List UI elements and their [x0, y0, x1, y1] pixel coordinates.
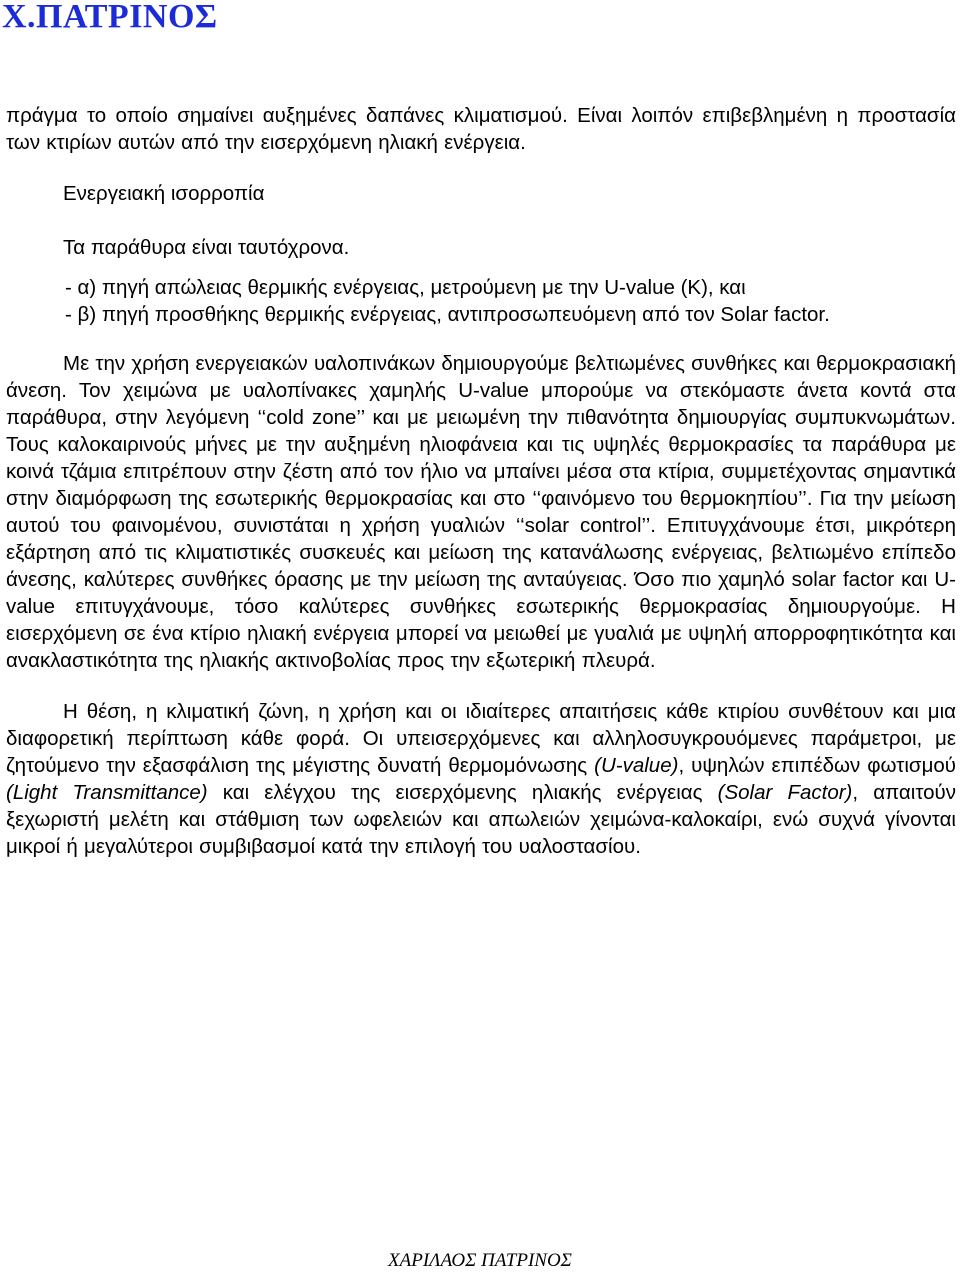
text-run: , υψηλών επιπέδων φωτισμού: [678, 754, 956, 777]
text-run: , απαιτούν ξεχωριστή μελέτη και στάθμιση των ωφελειών και απωλειών χειμώνα-καλοκαίρι, ενώ συχνά γίνονται μικροί ή μεγαλύτεροι συμβιβασμοί κατά την επιλογή του υαλοστασίου.: [6, 781, 957, 858]
emphasis-u-value: (U-value): [594, 754, 679, 777]
document-body: [6, 102, 956, 860]
paragraph-intro: πράγμα το οποίο σημαίνει αυξημένες δαπάνες κλιματισμού. Είναι λοιπόν επιβεβλημένη η προστασία των κτιρίων αυτών από την εισερχόμενη ηλιακή ενέργεια.: [6, 104, 956, 154]
paragraph-energy-glazing: Με την χρήση ενεργειακών υαλοπινάκων δημιουργούμε βελτιωμένες συνθήκες και θερμοκρασιακή άνεση. Τον χειμώνα με υαλοπίνακες χαμηλής U-value μπορούμε να στεκόμαστε άνετα κοντά στα παράθυρα, στην λεγόμενη ‘‘cold zone’’ και με μειωμένη την πιθανότητα δημιουργίας συμπυκνωμάτων. Τους καλοκαιρινούς μήνες με την αυξημένη ηλιοφάνεια και τις υψηλές θερμοκρασίες τα παράθυρα με κοινά τζάμια επιτρέπουν στην ζέστη από τον ήλιο να μπαίνει μέσα στα κτίρια, συμμετέχοντας σημαντικά στην διαμόρφωση της εσωτερικής θερμοκρασίας και στο ‘‘φαινόμενο του θερμοκηπίου’’. Για την μείωση αυτού του φαινομένου, συνιστάται η χρήση γυαλιών ‘‘solar control’’. Επιτυγχάνουμε έτσι, μικρότερη εξάρτηση από τις κλιματιστικές συσκευές και μείωση της κατανάλωσης ενέργειας, βελτιωμένο επίπεδο άνεσης, καλύτερες συνθήκες όρασης με την μείωση της ανταύγειας. Όσο πιο χαμηλό solar factor και U-value επιτυγχάνουμε, τόσο καλύτερες συνθήκες εσωτερικής θερμοκρασίας δημιουργούμε. Η εισερχόμενη σε ένα κτίριο ηλιακή ενέργεια μπορεί να μειωθεί με γυαλιά με υψηλή απορροφητικότητα και ανακλαστικότητα της ηλιακής ακτινοβολίας προς την εξωτερική πλευρά.: [6, 352, 956, 672]
text-run: και ελέγχου της εισερχόμενης ηλιακής ενέργειας: [207, 781, 718, 804]
paragraph-building-requirements: [6, 698, 956, 860]
paragraph-windows: Τα παράθυρα είναι ταυτόχρονα.: [63, 236, 350, 259]
text-run: Η θέση, η κλιματική ζώνη, η χρήση και οι ιδιαίτερες απαιτήσεις κάθε κτιρίου συνθέτουν και μια διαφορετική περίπτωση κάθε φορά. Οι υπεισερχόμενες και αλληλοσυγκρουόμενες παράμετροι, με ζητούμενο την εξασφάλιση της μέγιστης δυνατή θερμομόνωσης: [6, 700, 956, 777]
page-footer-author: ΧΑΡΙΛΑΟΣ ΠΑΤΡΙΝΟΣ: [388, 1250, 572, 1271]
emphasis-solar-factor: (Solar Factor): [717, 781, 853, 804]
emphasis-light-transmittance: (Light Transmittance): [6, 781, 208, 804]
section-heading: Ενεργειακή ισορροπία: [63, 182, 265, 205]
page-header-title: Χ.ΠΑΤΡΙΝΟΣ: [2, 0, 218, 35]
list-item: - β) πηγή προσθήκης θερμικής ενέργειας, αντιπροσωπευόμενη από τον Solar factor.: [65, 303, 830, 326]
list-item: - α) πηγή απώλειας θερμικής ενέργειας, μετρούμενη με την U-value (K), και: [65, 276, 746, 299]
